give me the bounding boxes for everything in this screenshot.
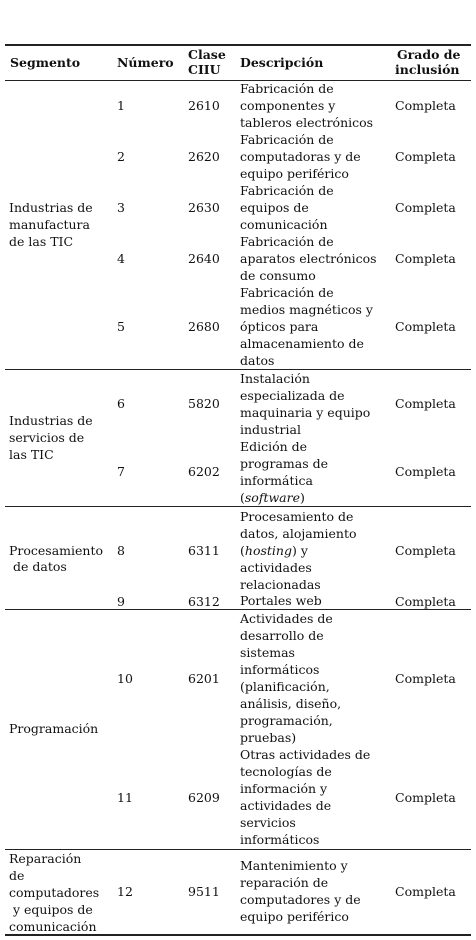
segment-label: servicios de: [9, 430, 85, 445]
row-desc: Actividades de: [240, 611, 333, 626]
row-desc: programas de: [240, 456, 329, 471]
row-desc: Fabricación de: [240, 81, 334, 96]
row-number: 5: [117, 319, 125, 334]
row-grado: Completa: [395, 396, 456, 411]
row-desc: análisis, diseño,: [240, 696, 342, 711]
row-number: 6: [117, 396, 125, 411]
row-grado: Completa: [395, 251, 456, 266]
row-desc: [240, 489, 305, 506]
segment-label: Industrias de: [9, 200, 93, 215]
row-desc: Instalación: [240, 371, 310, 386]
row-number: 4: [117, 251, 125, 266]
row-desc: equipo periférico: [240, 166, 349, 181]
row-desc: almacenamiento de: [240, 336, 364, 351]
header-segmento: Segmento: [10, 55, 81, 70]
row-clase: 2610: [188, 98, 220, 113]
row-number: 9: [117, 594, 125, 609]
row-desc: computadoras y de: [240, 149, 361, 164]
row-desc-open: (: [240, 490, 245, 505]
header-inclusion: inclusión: [395, 62, 460, 77]
row-number: 3: [117, 200, 125, 215]
row-clase: 2630: [188, 200, 220, 215]
row-desc: equipos de: [240, 200, 309, 215]
row-desc: informáticos: [240, 662, 320, 677]
row-desc: Otras actividades de: [240, 747, 371, 762]
row-grado: Completa: [395, 464, 456, 479]
row-grado: Completa: [395, 790, 456, 805]
header-numero: Número: [117, 55, 174, 70]
segment-label: y equipos de: [13, 902, 93, 917]
row-desc-emphasis: software: [244, 490, 301, 505]
row-desc: actividades de: [240, 798, 332, 813]
row-desc: ópticos para: [240, 319, 319, 334]
row-desc: Fabricación de: [240, 285, 334, 300]
row-desc: pruebas): [240, 730, 297, 745]
row-desc: Procesamiento de: [240, 509, 354, 524]
row-desc: Fabricación de: [240, 234, 334, 249]
row-desc: programación,: [240, 713, 333, 728]
row-number: 11: [117, 790, 133, 805]
row-number: 8: [117, 543, 125, 558]
row-number: 2: [117, 149, 125, 164]
row-desc: de consumo: [240, 268, 316, 283]
segment-label: Industrias de: [9, 413, 93, 428]
row-desc: información y: [240, 781, 328, 796]
row-desc: tableros electrónicos: [240, 115, 374, 130]
row-desc: [240, 542, 308, 559]
row-grado: Completa: [395, 319, 456, 334]
row-desc: datos, alojamiento: [240, 526, 357, 541]
row-desc: aparatos electrónicos: [240, 251, 377, 266]
row-desc-close: ) y: [291, 543, 308, 558]
row-clase: 6201: [188, 671, 220, 686]
row-desc: equipo periférico: [240, 909, 349, 924]
header-ciiu: CIIU: [188, 62, 221, 77]
row-desc: especializada de: [240, 388, 345, 403]
row-desc: (planificación,: [240, 679, 330, 694]
row-clase: 2640: [188, 251, 220, 266]
row-number: 12: [117, 884, 133, 899]
row-desc: industrial: [240, 422, 301, 437]
row-desc: comunicación: [240, 217, 328, 232]
row-grado: Completa: [395, 98, 456, 113]
row-clase: 6202: [188, 464, 220, 479]
row-desc: Fabricación de: [240, 183, 334, 198]
row-desc: informáticos: [240, 832, 320, 847]
row-desc: actividades: [240, 560, 312, 575]
row-desc: Edición de: [240, 439, 308, 454]
row-desc: Fabricación de: [240, 132, 334, 147]
row-clase: 6311: [188, 543, 220, 558]
row-desc: reparación de: [240, 875, 329, 890]
row-grado: Completa: [395, 543, 456, 558]
segment-label: de datos: [13, 559, 67, 574]
segment-label: Reparación: [9, 851, 82, 866]
row-grado: Completa: [395, 884, 456, 899]
top-rule: [5, 44, 471, 46]
header-grado: Grado de: [397, 47, 461, 62]
header-rule: [5, 80, 471, 81]
row-clase: 9511: [188, 884, 220, 899]
row-desc: componentes y: [240, 98, 336, 113]
header-descripcion: Descripción: [240, 55, 324, 70]
segment-label: de las TIC: [9, 234, 74, 249]
row-desc: Mantenimiento y: [240, 858, 348, 873]
row-desc: tecnologías de: [240, 764, 332, 779]
segment-label: comunicación: [9, 919, 97, 934]
row-desc: Portales web: [240, 593, 322, 608]
segment-label: las TIC: [9, 447, 54, 462]
group-rule: [5, 506, 471, 507]
header-clase: Clase: [188, 47, 226, 62]
segment-label: de: [9, 868, 25, 883]
row-number: 7: [117, 464, 125, 479]
segment-label: manufactura: [9, 217, 90, 232]
row-desc-emphasis: hosting: [244, 543, 292, 558]
row-desc: datos: [240, 353, 275, 368]
segment-label: computadores: [9, 885, 100, 900]
row-desc: medios magnéticos y: [240, 302, 373, 317]
row-number: 10: [117, 671, 133, 686]
row-desc: informática: [240, 473, 313, 488]
row-number: 1: [117, 98, 125, 113]
segment-label: Procesamiento: [9, 543, 104, 558]
row-desc: servicios: [240, 815, 296, 830]
row-desc: sistemas: [240, 645, 295, 660]
row-clase: 6209: [188, 790, 220, 805]
row-grado: Completa: [395, 594, 456, 609]
row-desc: relacionadas: [240, 577, 321, 592]
segment-label: Programación: [9, 721, 99, 736]
row-clase: 2680: [188, 319, 220, 334]
row-clase: 5820: [188, 396, 220, 411]
row-clase: 2620: [188, 149, 220, 164]
row-clase: 6312: [188, 594, 220, 609]
row-grado: Completa: [395, 200, 456, 215]
row-desc: maquinaria y equipo: [240, 405, 371, 420]
row-grado: Completa: [395, 149, 456, 164]
row-desc: desarrollo de: [240, 628, 324, 643]
row-desc-close: ): [300, 490, 305, 505]
row-grado: Completa: [395, 671, 456, 686]
row-desc-open: (: [240, 543, 245, 558]
group-rule: [5, 369, 471, 370]
row-desc: computadores y de: [240, 892, 361, 907]
